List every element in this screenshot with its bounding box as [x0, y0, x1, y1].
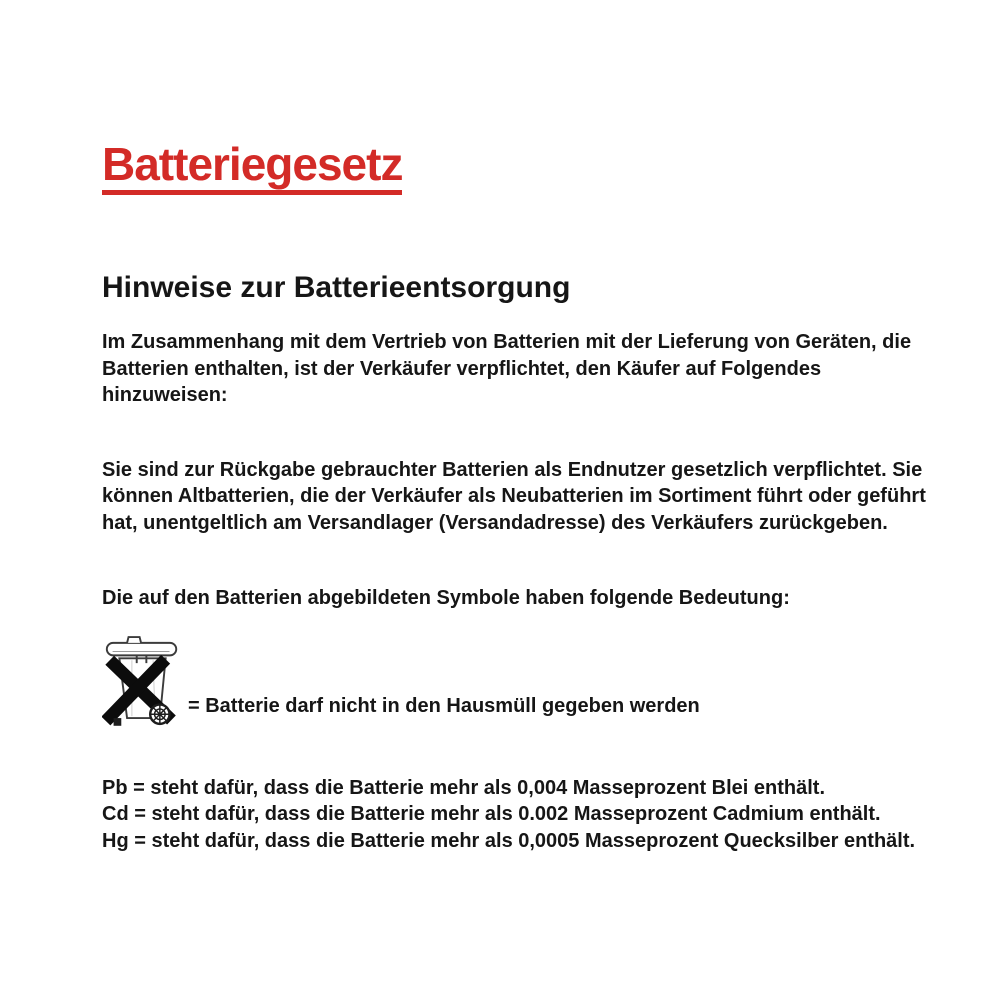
crossed-out-wheeled-bin-icon	[102, 631, 183, 728]
chemical-note-pb: Pb = steht dafür, dass die Batterie mehr als 0,004 Masseprozent Blei enthält.	[102, 776, 826, 799]
paragraph-intro: Im Zusammenhang mit dem Vertrieb von Batterien mit der Lieferung von Geräten, die Batterien enthalten, ist der Verkäufer verpflichtet, den Käufer auf Folgendes hinzuweisen:	[102, 331, 912, 406]
symbol-row	[102, 631, 926, 728]
paragraph-return-obligation: Sie sind zur Rückgabe gebrauchter Batterien als Endnutzer gesetzlich verpflichtet. Sie können Altbatterien, die der Verkäufer als Neubatterien im Sortiment führt oder geführt hat, unentgeltlich am Versandlager (Versandadresse) des Verkäufers zurückgeben.	[102, 458, 926, 534]
paragraph-symbols-intro: Die auf den Batterien abgebildeten Symbole haben folgende Bedeutung:	[102, 587, 790, 609]
symbol-caption: = Batterie darf nicht in den Hausmüll gegeben werden	[188, 695, 700, 717]
document-title: Batteriegesetz	[102, 140, 402, 195]
chemical-note-hg: Hg = steht dafür, dass die Batterie mehr als 0,0005 Masseprozent Quecksilber enthält.	[102, 829, 916, 852]
section-heading: Hinweise zur Batterieentsorgung	[102, 271, 571, 304]
chemical-note-cd: Cd = steht dafür, dass die Batterie mehr als 0.002 Masseprozent Cadmium enthält.	[102, 803, 881, 825]
chemical-notes	[102, 775, 926, 855]
